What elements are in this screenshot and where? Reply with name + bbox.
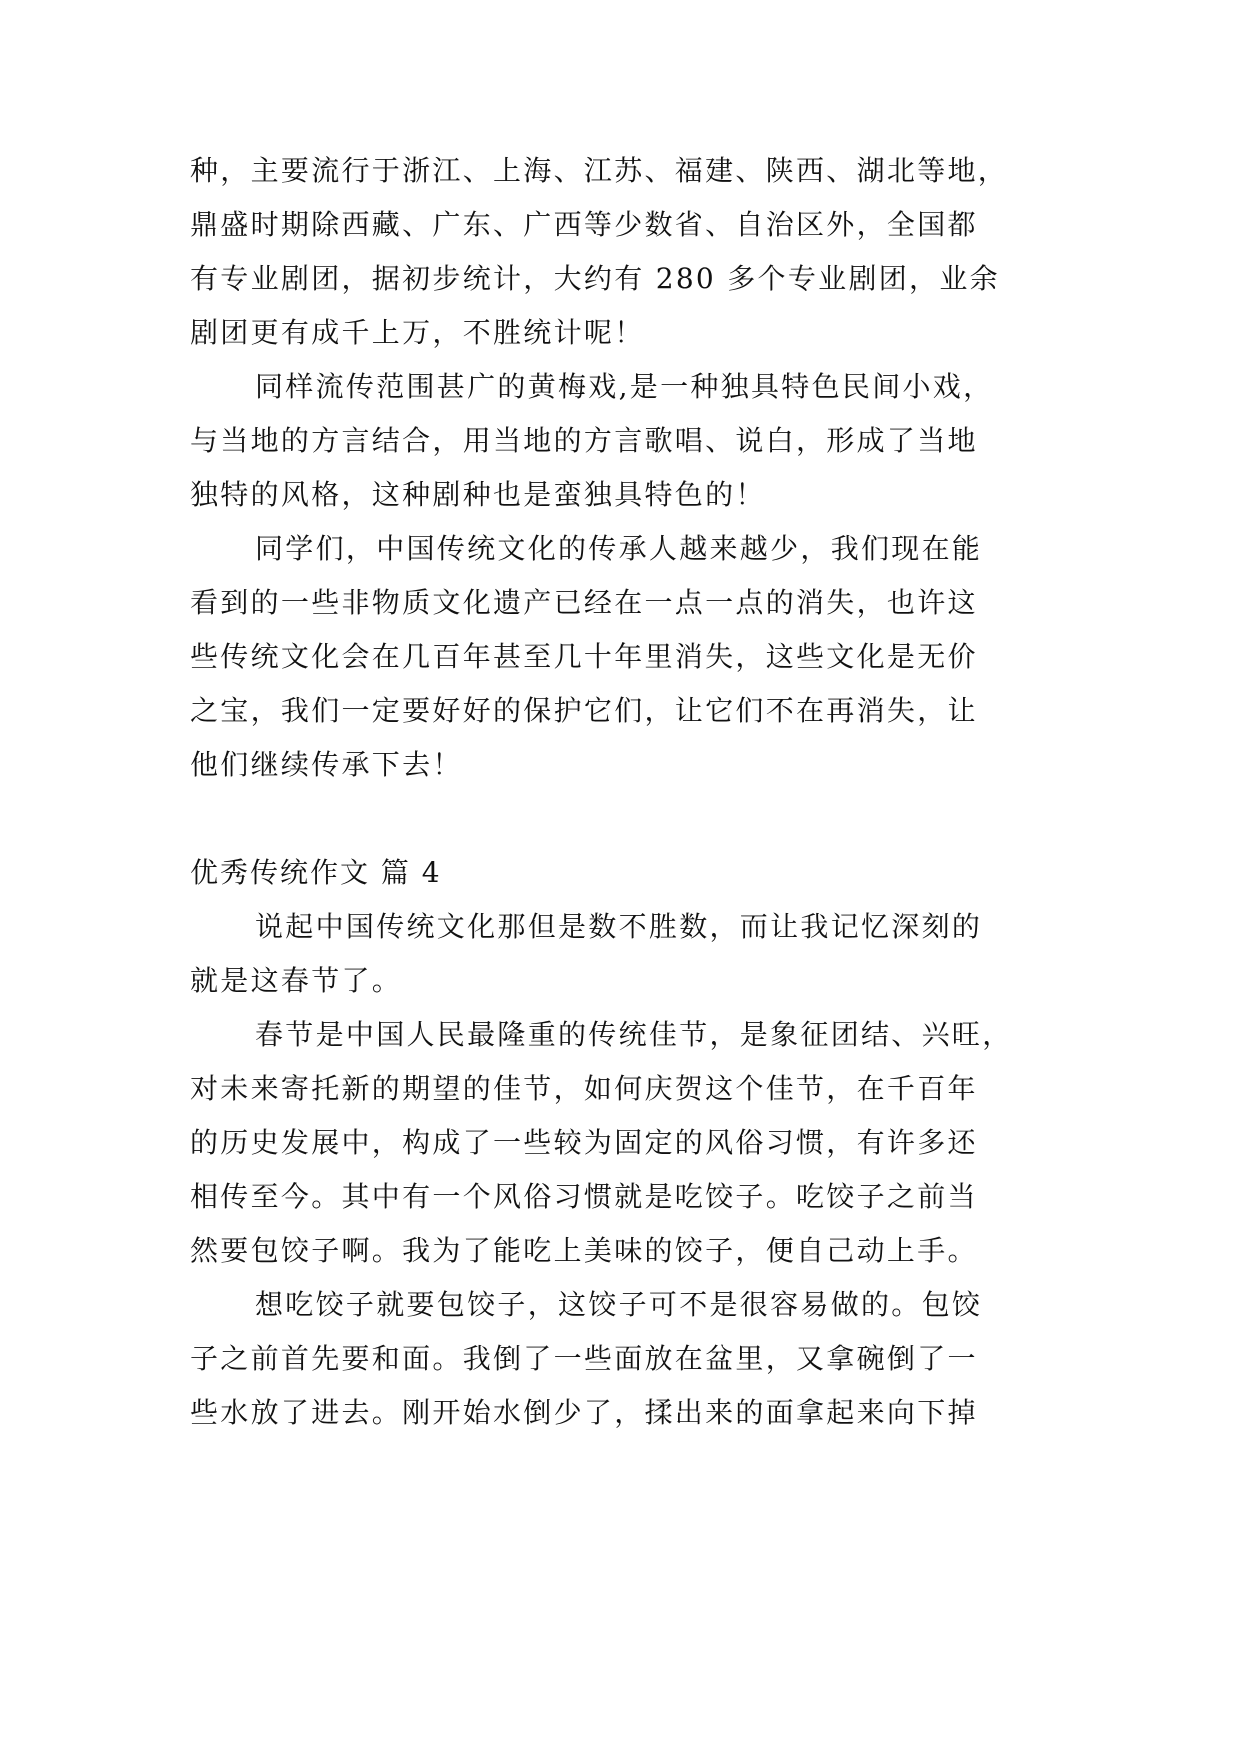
paragraph-first-line: 同学们，中国传统文化的传承人越来越少，我们现在能 — [255, 532, 983, 565]
text-line: 相传至今。其中有一个风俗习惯就是吃饺子。吃饺子之前当 — [190, 1180, 978, 1213]
text-line: 种，主要流行于浙江、上海、江苏、福建、陕西、湖北等地， — [190, 154, 1009, 187]
text-line: 对未来寄托新的期望的佳节，如何庆贺这个佳节，在千百年 — [190, 1072, 978, 1105]
text-line: 与当地的方言结合，用当地的方言歌唱、说白，形成了当地 — [190, 424, 978, 457]
section-heading: 优秀传统作文 篇 4 — [190, 856, 442, 889]
text-line: 鼎盛时期除西藏、广东、广西等少数省、自治区外，全国都 — [190, 208, 978, 241]
paragraph-first-line: 同样流传范围甚广的黄梅戏,是一种独具特色民间小戏， — [255, 370, 994, 403]
text-line: 他们继续传承下去！ — [190, 748, 463, 781]
paragraph-first-line: 春节是中国人民最隆重的传统佳节，是象征团结、兴旺， — [255, 1018, 1013, 1051]
text-line: 子之前首先要和面。我倒了一些面放在盆里，又拿碗倒了一 — [190, 1342, 978, 1375]
text-line: 的历史发展中，构成了一些较为固定的风俗习惯，有许多还 — [190, 1126, 978, 1159]
text-line: 看到的一些非物质文化遗产已经在一点一点的消失，也许这 — [190, 586, 978, 619]
text-line: 然要包饺子啊。我为了能吃上美味的饺子，便自己动上手。 — [190, 1234, 978, 1267]
paragraph-first-line: 说起中国传统文化那但是数不胜数，而让我记忆深刻的 — [255, 910, 983, 943]
text-line: 就是这春节了。 — [190, 964, 403, 997]
text-line: 剧团更有成千上万，不胜统计呢！ — [190, 316, 645, 349]
paragraph-first-line: 想吃饺子就要包饺子，这饺子可不是很容易做的。包饺 — [255, 1288, 983, 1321]
text-line: 独特的风格，这种剧种也是蛮独具特色的！ — [190, 478, 766, 511]
text-line: 之宝，我们一定要好好的保护它们，让它们不在再消失，让 — [190, 694, 978, 727]
text-line: 些传统文化会在几百年甚至几十年里消失，这些文化是无价 — [190, 640, 978, 673]
text-line: 有专业剧团，据初步统计，大约有 280 多个专业剧团，业余 — [190, 262, 1000, 295]
text-line: 些水放了进去。刚开始水倒少了，揉出来的面拿起来向下掉 — [190, 1396, 978, 1429]
